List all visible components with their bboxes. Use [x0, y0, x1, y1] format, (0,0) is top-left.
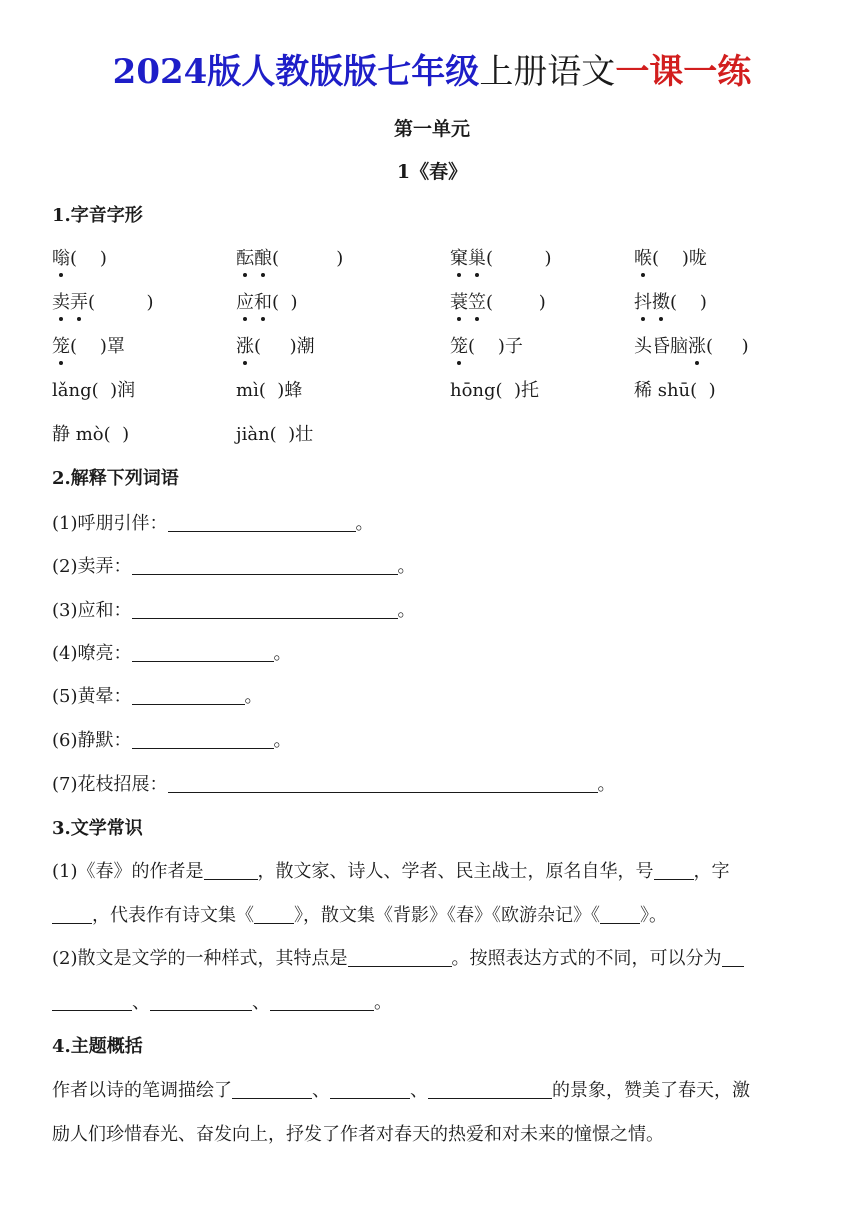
- answer-parentheses[interactable]: ( ): [486, 292, 546, 313]
- dotted-character: 弄: [70, 288, 88, 314]
- pronunciation-item: [634, 376, 716, 402]
- scene-blank[interactable]: [232, 1080, 312, 1099]
- vocab-item: [52, 770, 616, 796]
- courtesy-name-blank[interactable]: [52, 905, 92, 924]
- q1-text: ，代表作有诗文集《: [92, 905, 254, 926]
- section-heading-vocabulary: 2.解释下列词语: [52, 468, 179, 489]
- pronunciation-item: [236, 288, 298, 314]
- type-blank[interactable]: [52, 992, 132, 1011]
- author-blank[interactable]: [204, 861, 258, 880]
- answer-blank[interactable]: [132, 730, 274, 749]
- vocab-label: (1)呼朋引伴：: [52, 513, 168, 534]
- dotted-character: 嗡: [52, 244, 70, 270]
- pronunciation-item: [236, 244, 343, 270]
- pronunciation-item: [450, 376, 539, 402]
- answer-blank[interactable]: [132, 600, 398, 619]
- section-heading-pronunciation: 1.字音字形: [52, 205, 143, 226]
- vocab-item: [52, 552, 416, 578]
- prompt-text: 头昏脑: [634, 336, 688, 357]
- vocab-item: [52, 682, 263, 708]
- section-heading-theme: 4.主题概括: [52, 1036, 143, 1057]
- scene-blank[interactable]: [428, 1080, 552, 1099]
- theme-text: 的景象，赞美了春天，激: [552, 1080, 750, 1101]
- dotted-character: 喉: [634, 244, 652, 270]
- pronunciation-item: [634, 244, 707, 270]
- punct: 、: [132, 992, 150, 1013]
- answer-blank[interactable]: [168, 774, 598, 793]
- answer-parentheses[interactable]: ( ): [486, 248, 552, 269]
- dotted-character: 涨: [688, 332, 706, 358]
- prompt-text: 静 mò( ): [52, 424, 130, 445]
- dotted-character: 卖: [52, 288, 70, 314]
- answer-blank[interactable]: [132, 643, 274, 662]
- essay-collection-blank[interactable]: [600, 905, 640, 924]
- pronunciation-item: [52, 376, 135, 402]
- lesson-heading: 1《春》: [396, 161, 468, 183]
- prompt-text: lǎng( )润: [52, 380, 136, 401]
- pronunciation-item: [52, 288, 154, 314]
- q2-text: (2)散文是文学的一种样式，其特点是: [52, 948, 348, 969]
- dotted-character: 窠: [450, 244, 468, 270]
- type-blank[interactable]: [722, 948, 744, 967]
- dotted-character: 应: [236, 288, 254, 314]
- vocab-item: [52, 509, 374, 535]
- answer-blank[interactable]: [168, 513, 356, 532]
- dotted-character: 笠: [468, 288, 486, 314]
- pronunciation-item: [236, 332, 315, 358]
- vocab-label: (2)卖弄：: [52, 556, 132, 577]
- answer-parentheses[interactable]: ( )罩: [70, 336, 125, 357]
- answer-parentheses[interactable]: ( ): [88, 292, 154, 313]
- dotted-character: 擞: [652, 288, 670, 314]
- vocab-label: (5)黄晕：: [52, 686, 132, 707]
- pronunciation-item: [236, 376, 302, 402]
- dotted-character: 和: [254, 288, 272, 314]
- dotted-character: 笼: [52, 332, 70, 358]
- punct: 。: [273, 730, 292, 751]
- page-title: [0, 44, 864, 93]
- literary-q1-line2: [52, 901, 814, 927]
- theme-text: 作者以诗的笔调描绘了: [52, 1080, 232, 1101]
- answer-blank[interactable]: [132, 686, 245, 705]
- answer-parentheses[interactable]: ( ): [670, 292, 707, 313]
- punct: 。: [355, 513, 374, 534]
- answer-parentheses[interactable]: ( ): [272, 292, 298, 313]
- pronunciation-item: [634, 288, 707, 314]
- dotted-character: 酝: [236, 244, 254, 270]
- unit-heading: 第一单元: [393, 118, 470, 140]
- dotted-character: 酿: [254, 244, 272, 270]
- answer-parentheses[interactable]: ( ): [70, 248, 107, 269]
- poetry-collection-blank[interactable]: [254, 905, 294, 924]
- vocab-label: (6)静默：: [52, 730, 132, 751]
- pronunciation-item: [52, 244, 107, 270]
- answer-parentheses[interactable]: ( )子: [468, 336, 523, 357]
- prompt-text: jiàn( )壮: [236, 424, 314, 445]
- answer-parentheses[interactable]: ( )潮: [254, 336, 315, 357]
- vocab-label: (7)花枝招展：: [52, 774, 168, 795]
- alias-blank[interactable]: [654, 861, 694, 880]
- vocab-label: (4)嘹亮：: [52, 643, 132, 664]
- prompt-text: hōng( )托: [450, 380, 540, 401]
- q1-text: 》，散文集《背影》《春》《欧游杂记》《: [294, 905, 600, 926]
- dotted-character: 抖: [634, 288, 652, 314]
- punct: 。: [374, 992, 392, 1013]
- section-heading-literary-knowledge: 3.文学常识: [52, 818, 143, 839]
- title-part-practice: 一课一练: [615, 52, 752, 92]
- pronunciation-item: [450, 332, 523, 358]
- answer-blank[interactable]: [132, 556, 398, 575]
- theme-line1: [52, 1076, 814, 1102]
- vocab-item: [52, 726, 292, 752]
- q1-text: ，字: [693, 861, 730, 882]
- title-part-grade: 2024版人教版版七年级: [112, 52, 480, 92]
- q2-text: 。按照表达方式的不同，可以分为: [451, 948, 722, 969]
- pronunciation-item: [450, 288, 546, 314]
- dotted-character: 笼: [450, 332, 468, 358]
- vocab-item: [52, 639, 292, 665]
- punct: 、: [410, 1080, 428, 1101]
- answer-parentheses[interactable]: ( ): [706, 336, 749, 357]
- punct: 、: [252, 992, 270, 1013]
- prompt-text: mì( )蜂: [236, 380, 303, 401]
- punct: 、: [312, 1080, 330, 1101]
- q1-text: (1)《春》的作者是: [52, 861, 204, 882]
- dotted-character: 巢: [468, 244, 486, 270]
- literary-q2-line2: [52, 988, 814, 1014]
- q1-text: 》。: [640, 905, 667, 926]
- pronunciation-item: [236, 420, 313, 446]
- type-blank[interactable]: [270, 992, 374, 1011]
- punct: 。: [397, 600, 416, 621]
- vocab-label: (3)应和：: [52, 600, 132, 621]
- dotted-character: 蓑: [450, 288, 468, 314]
- pronunciation-item: [52, 420, 129, 446]
- title-part-subject: 上册语文: [479, 52, 616, 92]
- literary-q2-line1: [52, 944, 814, 970]
- answer-parentheses[interactable]: ( )咙: [652, 248, 707, 269]
- scene-blank[interactable]: [330, 1080, 410, 1099]
- punct: 。: [273, 643, 292, 664]
- pronunciation-item: [634, 332, 749, 358]
- feature-blank[interactable]: [348, 948, 452, 967]
- pronunciation-item: [450, 244, 552, 270]
- literary-q1-line1: [52, 857, 814, 883]
- punct: 。: [597, 774, 616, 795]
- dotted-character: 涨: [236, 332, 254, 358]
- answer-parentheses[interactable]: ( ): [272, 248, 344, 269]
- q1-text: ，散文家、诗人、学者、民主战士，原名自华，号: [257, 861, 654, 882]
- pronunciation-item: [52, 332, 125, 358]
- prompt-text: 稀 shū( ): [634, 380, 716, 401]
- punct: 。: [397, 556, 416, 577]
- vocab-item: [52, 596, 416, 622]
- theme-line2: 励人们珍惜春光、奋发向上，抒发了作者对春天的热爱和对未来的憧憬之情。: [52, 1124, 664, 1145]
- type-blank[interactable]: [150, 992, 252, 1011]
- punct: 。: [244, 686, 263, 707]
